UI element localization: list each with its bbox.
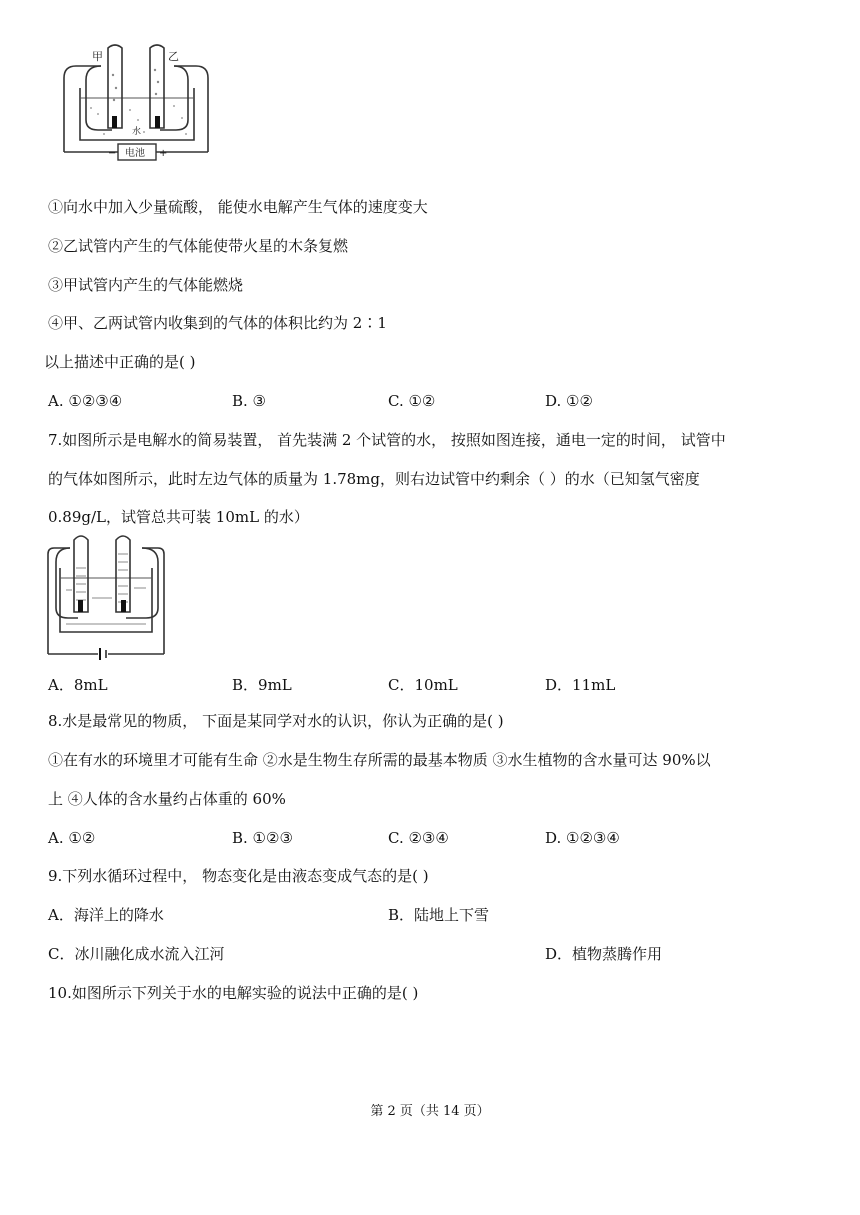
q8-option-b[interactable]: B. ①②③: [232, 829, 293, 847]
q7-option-b[interactable]: B．9mL: [232, 676, 292, 694]
q6-statement-2: ②乙试管内产生的气体能使带火星的木条复燃: [48, 237, 349, 255]
electrolysis-figure-2: [46, 528, 166, 662]
label-water: 水: [132, 127, 142, 137]
q6-option-d[interactable]: D. ①②: [545, 392, 593, 410]
battery-minus: −: [108, 148, 117, 159]
battery-plus: +: [159, 148, 168, 159]
q6-statement-4: ④甲、乙两试管内收集到的气体的体积比约为 2∶1: [48, 314, 387, 332]
label-left-tube: 甲: [92, 50, 103, 63]
q6-option-a[interactable]: A. ①②③④: [48, 392, 123, 410]
q8-option-d[interactable]: D. ①②③④: [545, 829, 620, 847]
q6-option-b[interactable]: B. ③: [232, 392, 267, 410]
q8-option-c[interactable]: C. ②③④: [388, 829, 449, 847]
q9-option-c[interactable]: C．冰川融化成水流入江河: [48, 945, 225, 963]
q9-option-b[interactable]: B．陆地上下雪: [388, 906, 490, 924]
q6-prompt: 以上描述中正确的是( ): [44, 353, 196, 371]
q7-question-line-2: 的气体如图所示，此时左边气体的质量为 1.78mg，则右边试管中约剩余（ ）的水（已知氢气密度: [48, 470, 700, 488]
q6-statement-3: ③甲试管内产生的气体能燃烧: [48, 276, 244, 294]
q7-option-a[interactable]: A．8mL: [48, 676, 108, 694]
q8-question-line-3: 上 ④人体的含水量约占体重的 60%: [48, 790, 286, 808]
q8-option-a[interactable]: A. ①②: [48, 829, 96, 847]
battery-label: 电池: [125, 148, 145, 159]
q9-option-d[interactable]: D．植物蒸腾作用: [545, 945, 663, 963]
q8-question-line-1: 8.水是最常见的物质， 下面是某同学对水的认识，你认为正确的是( ): [48, 712, 504, 730]
q9-question: 9.下列水循环过程中， 物态变化是由液态变成气态的是( ): [48, 867, 429, 885]
q6-option-c[interactable]: C. ①②: [388, 392, 436, 410]
label-right-tube: 乙: [168, 50, 179, 63]
q7-option-d[interactable]: D．11mL: [545, 676, 616, 694]
q8-question-line-2: ①在有水的环境里才可能有生命 ②水是生物生存所需的最基本物质 ③水生植物的含水量可达 90%以: [48, 751, 711, 769]
q9-option-a[interactable]: A．海洋上的降水: [48, 906, 164, 924]
q7-option-c[interactable]: C．10mL: [388, 676, 458, 694]
page-footer: 第 2 页（共 14 页）: [370, 1104, 490, 1119]
electrolysis-figure-1: [46, 40, 226, 175]
q7-question-line-1: 7.如图所示是电解水的简易装置， 首先装满 2 个试管的水， 按照如图连接，通电一定的时间， 试管中: [48, 431, 726, 449]
q7-question-line-3: 0.89g/L，试管总共可装 10mL 的水）: [48, 508, 309, 526]
q10-question: 10.如图所示下列关于水的电解实验的说法中正确的是( ): [48, 984, 419, 1002]
q6-statement-1: ①向水中加入少量硫酸， 能使水电解产生气体的速度变大: [48, 198, 428, 216]
